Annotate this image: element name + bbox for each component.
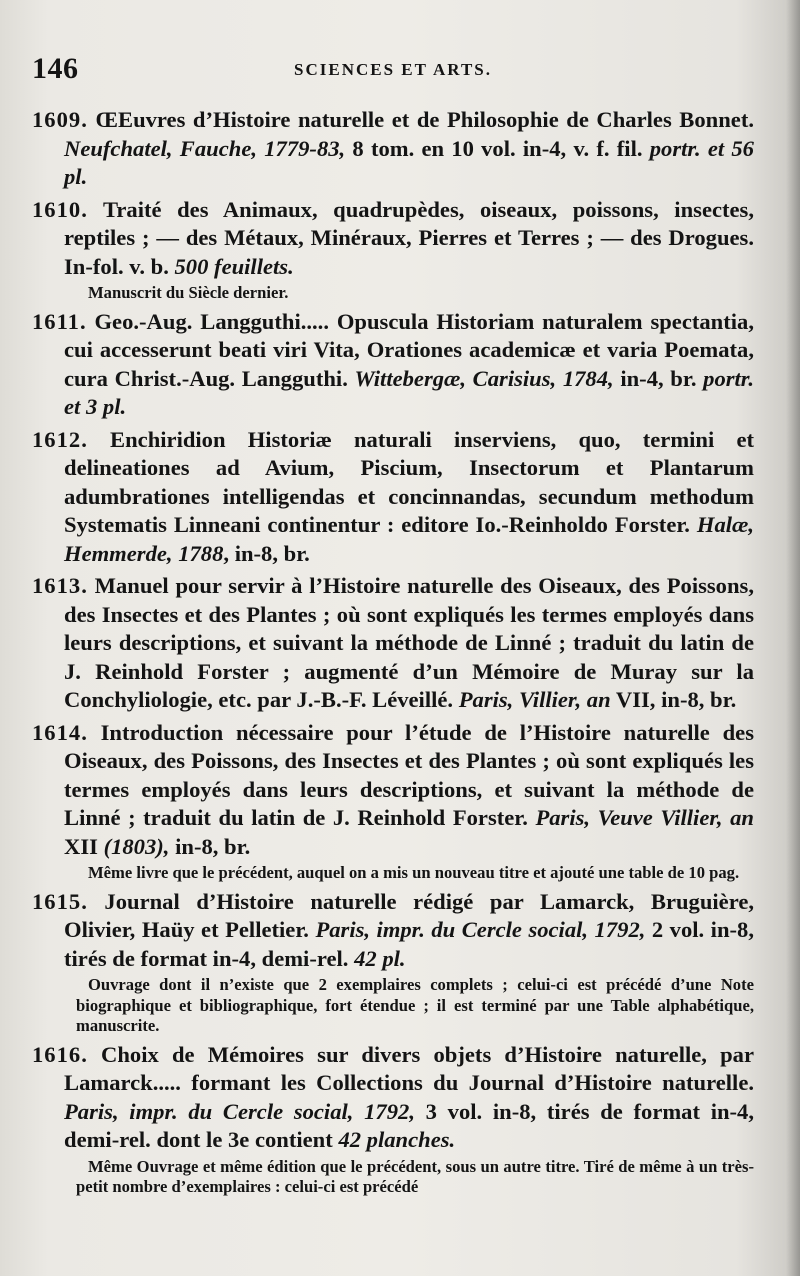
entry-description: 8 tom. en 10 vol. in-4, v. f. fil.: [345, 135, 650, 161]
entry-imprint-italic: Paris, Villier, an: [458, 687, 611, 712]
entry-imprint-italic: 500 feuillets.: [174, 253, 294, 279]
entry-description: 2 vol. in-8, tirés de format in-4, demi-rel.: [64, 917, 754, 971]
entry-number: 1616.: [32, 1041, 88, 1067]
entry-description: , in-8, br.: [223, 540, 310, 566]
catalogue-entries: [32, 106, 754, 1198]
entry-description: XII: [64, 833, 104, 859]
entry-imprint-italic: 42 planches.: [338, 1127, 456, 1152]
entry-number: 1614.: [32, 719, 88, 745]
entry-text: [32, 1041, 754, 1155]
catalogue-entry: [32, 572, 754, 715]
entry-description: Manuel pour servir à l’Histoire naturelle des Oiseaux, des Poissons, des Insectes et des Plantes ; où sont expliqués les termes employés dans leurs descriptions, et suivant la méthode de Linné ; traduit du latin de J. Reinhold Forster ; augmenté d’un Mémoire de Muray sur la Conchyliologie, etc. par J.-B.-F. Léveillé.: [64, 573, 754, 712]
entry-number: 1611.: [32, 308, 87, 334]
entry-description: Geo.-Aug. Langguthi..... Opuscula Historiam naturalem spectantia, cui accesserunt beati viri Vita, Orationes academicæ et varia Poemata, cura Christ.-Aug. Langguthi.: [64, 308, 754, 391]
entry-description: ŒEuvres d’Histoire naturelle et de Philosophie de Charles Bonnet.: [95, 107, 754, 132]
entry-imprint-italic: Wittebergæ, Carisius, 1784,: [354, 365, 614, 391]
running-title: SCIENCES ET ARTS.: [294, 60, 492, 79]
catalogue-entry: [32, 308, 754, 422]
entry-note: Même Ouvrage et même édition que le précédent, sous un autre titre. Tiré de même à un très-petit nombre d’exemplaires : celui-ci est précédé: [76, 1156, 754, 1196]
entry-imprint-italic: portr. et 56 pl.: [64, 135, 754, 189]
entry-imprint-italic: Paris, Veuve Villier, an: [535, 805, 754, 830]
entry-note: Ouvrage dont il n’existe que 2 exemplaires complets ; celui-ci est précédé d’une Note biographique et bibliographique, fort étendue ; il est terminé par une Table alphabétique, manuscrite.: [76, 975, 754, 1035]
entry-description: Enchiridion Historiæ naturali inserviens, quo, termini et delineationes ad Avium, Piscium, Insectorum et Plantarum adumbrationes intelligendas et concinnandas, secundum methodum Systematis Linneani continentur : editore Io.-Reinholdo Forster.: [64, 426, 754, 537]
entry-description: Introduction nécessaire pour l’étude de l’Histoire naturelle des Oiseaux, des Poissons, des Insectes et des Plantes ; où sont expliqués les termes employés dans leurs descriptions, et suivant la méthode de Linné ; traduit du latin de J. Reinhold Forster.: [64, 719, 754, 830]
page-edge-shadow: [786, 0, 800, 1276]
entry-text: [32, 308, 754, 422]
catalogue-entry: [32, 196, 754, 304]
entry-text: [32, 888, 754, 974]
entry-text: [32, 196, 754, 282]
entry-imprint-italic: (1803),: [103, 833, 170, 859]
entry-description: in-8, br.: [169, 833, 251, 859]
entry-imprint-italic: Halæ, Hemmerde, 1788: [64, 512, 754, 566]
catalogue-entry: [32, 106, 754, 192]
entry-note: Manuscrit du Siècle dernier.: [88, 283, 289, 302]
running-head: [32, 52, 754, 92]
entry-description: 3 vol. in-8, tirés de format in-4, demi-rel. dont le 3e contient: [64, 1098, 755, 1152]
entry-text: [32, 719, 754, 862]
entry-imprint-italic: Paris, impr. du Cercle social, 1792,: [315, 917, 646, 942]
entry-text: [32, 426, 754, 569]
entry-number: 1609.: [32, 107, 88, 132]
page-number: 146: [32, 52, 79, 85]
entry-note: Même livre que le précédent, auquel on a mis un nouveau titre et ajouté une table de 10 pag.: [88, 863, 740, 882]
entry-description: VII, in-8, br.: [610, 687, 737, 712]
entry-description: Journal d’Histoire naturelle rédigé par Lamarck, Bruguière, Olivier, Haüy et Pelletier.: [64, 888, 755, 942]
entry-description: Traité des Animaux, quadrupèdes, oiseaux, poissons, insectes, reptiles ; — des Métaux, Minéraux, Pierres et Terres ; — des Drogues. In-fol. v. b.: [64, 196, 754, 279]
entry-number: 1613.: [32, 573, 88, 598]
entry-number: 1610.: [32, 196, 88, 222]
entry-imprint-italic: portr. et 3 pl.: [64, 365, 754, 419]
entry-imprint-italic: Neufchatel, Fauche, 1779-83,: [64, 135, 346, 161]
entry-imprint-italic: Paris, impr. du Cercle social, 1792,: [64, 1098, 415, 1124]
entry-description: Choix de Mémoires sur divers objets d’Histoire naturelle, par Lamarck..... formant les Collections du Journal d’Histoire naturelle.: [64, 1041, 755, 1095]
catalogue-entry: [32, 719, 754, 884]
entry-description: in-4, br.: [613, 365, 704, 391]
entry-text: [32, 106, 754, 192]
catalogue-entry: [32, 1041, 754, 1198]
catalogue-entry: [32, 888, 754, 1037]
entry-imprint-italic: 42 pl.: [354, 945, 406, 971]
entry-number: 1612.: [32, 426, 88, 452]
entry-number: 1615.: [32, 888, 88, 914]
catalogue-entry: [32, 426, 754, 569]
entry-text: [32, 572, 754, 715]
